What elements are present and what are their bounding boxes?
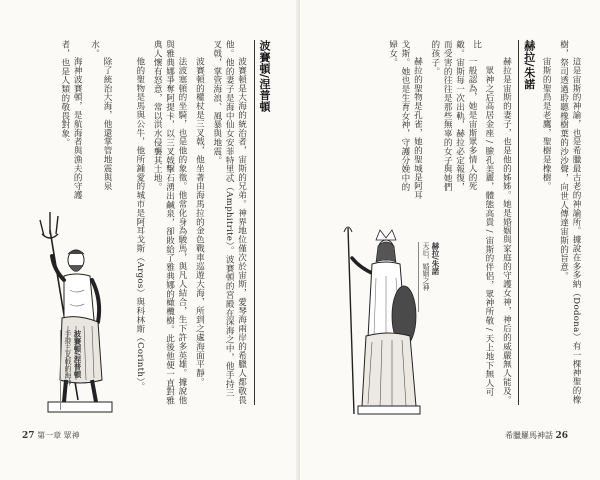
left-col2-paragraph-1: 法波塞頓的坐騎，也是他的象徵。他常化身為駿馬，與凡人結合，生下許多英雄。據說他與雅典娜爭奪阿提卡，以三叉戟擊石湧出鹹泉，卻敗給了雅典娜的橄欖樹。此後他便一直對雅典人懷有怒意，常以洪水侵襲其土地。: [152, 40, 187, 405]
hera-caption: [418, 242, 440, 312]
left-page-number: 27: [22, 431, 35, 441]
hera-statue-icon: [330, 218, 430, 418]
left-col3-paragraph-1: 除了統治大海，他還掌管地震與泉水。: [89, 40, 112, 191]
left-col2-paragraph-2: 他的聖物是馬與公牛，他所鍾愛的城市是阿耳戈斯（Argos）與科林斯（Corinth）。: [134, 57, 145, 391]
left-col1-paragraph-1: 波賽頓是大海的統治者，宙斯的兄弟。神界地位僅次於宙斯，愛琴海兩岸的希臘人都敬畏他。他的妻子是海中仙女安菲特里忒（Amphitrite）。波賽頓的宮殿在深海之中，他手持三叉戟，掌管海浪、風暴與地震。: [211, 40, 247, 405]
left-column-main: [134, 40, 271, 405]
hera-poem: 眾神之后高居金座 / 臉孔美麗，體態高貴 / 宙斯的伴侶，眾神所敬 / 天上地下無人可比: [471, 40, 494, 397]
right-col3-paragraph-2: 赫拉的聖物是孔雀，她的聖城是阿耳戈斯。她也是生育女神，守護分娩中的婦女。: [387, 40, 423, 200]
right-page: [300, 0, 600, 480]
hera-heading: 赫拉/朱諾: [518, 40, 534, 405]
hera-caption-title: 赫拉/朱諾: [431, 242, 440, 275]
left-col3-paragraph-2: 海神波賽頓，是航海者與漁夫的守護者，也是人類的敬畏對象。: [59, 40, 83, 200]
right-folio: [505, 430, 568, 441]
hera-illustration: [330, 218, 430, 422]
right-column-main: [471, 40, 582, 405]
poseidon-caption-subtitle: 手持三叉戟的海神: [64, 330, 72, 386]
poseidon-caption-title: 波賽頓/涅普頓: [73, 330, 82, 378]
poseidon-caption: [60, 330, 82, 410]
poseidon-heading: 波賽頓/涅普頓: [254, 40, 270, 405]
right-col2-paragraph-1: 赫拉是宙斯的妻子，也是他的姊姊。她是婚姻與家庭的守護女神，神后的威嚴無人能及。: [501, 57, 512, 405]
hera-caption-subtitle: 天后，婚姻之神: [422, 242, 430, 291]
right-col1-paragraph-1: 這是宙斯的神諭，也是希臘最古老的神諭所。據說在多多納（Dodona）有一棵神聖的橡樹，祭司透過聆聽橡樹葉的沙沙聲，向世人傳達宙斯的旨意。: [558, 40, 581, 404]
right-running-head: 希臘羅馬神話: [505, 431, 553, 440]
right-page-number: 26: [555, 431, 569, 441]
right-col3-paragraph-1: 一般認為，她是宙斯眾多情人的死敵。宙斯每一次出軌，赫拉必定報復，而受害的往往是那些無辜的女子與她們的孩子。: [429, 40, 477, 192]
left-col1-paragraph-2: 波賽頓的權杖是三叉戟，他坐著由海馬拉的金色戰車巡遊大海，所到之處海面平靜。: [194, 57, 205, 387]
left-running-head: 第一章 眾神: [37, 431, 80, 440]
right-column-upper: [328, 40, 478, 200]
left-folio: [22, 430, 80, 441]
left-column-upper: [59, 40, 113, 200]
right-col1-paragraph-2: 宙斯的聖鳥是老鷹，聖樹是橡樹。: [541, 57, 552, 191]
